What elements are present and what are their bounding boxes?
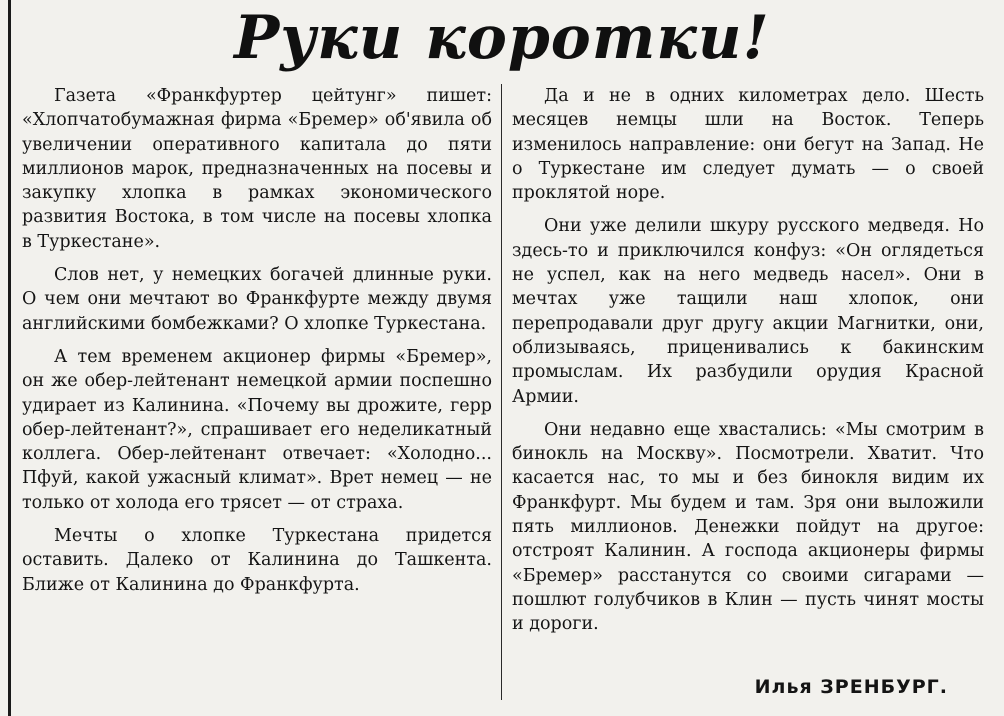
paragraph: Газета «Франкфуртер цейтунг» пишет: «Хлопчатобумажная фирма «Бремер» об'явила об увеличении оперативного капитала до пяти миллионов марок, предназначенных на посевы и закупку хлопка в рамках экономического развития Востока, в том числе на посевы хлопка в Туркестане».	[22, 86, 492, 252]
page-edge-rule	[8, 0, 11, 716]
paragraph: Мечты о хлопке Туркестана придется оставить. Далеко от Калинина до Ташкента. Ближе от Калинина до Франкфурта.	[22, 526, 492, 595]
left-column	[22, 84, 492, 597]
paragraph: Да и не в одних километрах дело. Шесть месяцев немцы шли на Восток. Теперь изменилось направление: они бегут на Запад. Не о Туркестане им следует думать — о своей проклятой норе.	[512, 86, 984, 204]
author-signature: Илья ЗРЕНБУРГ.	[754, 676, 948, 698]
paragraph: Они недавно еще хвастались: «Мы смотрим в бинокль на Москву». Посмотрели. Хватит. Что касается нас, то мы и без бинокля видим их Франкфурт. Мы будем и там. Зря они выложили пять миллионов. Денежки пойдут на другое: отстроят Калинин. А господа акционеры фирмы «Бремер» расстанутся со своими сигарами — пошлют голубчиков в Клин — пусть чинят мосты и дороги.	[512, 419, 984, 635]
paragraph: А тем временем акционер фирмы «Бремер», он же обер-лейтенант немецкой армии поспешно удирает из Калинина. «Почему вы дрожите, герр обер-лейтенант?», спрашивает его неделикатный коллега. Обер-лейтенант отвечает: «Холодно... Пфуй, какой ужасный климат». Врет немец — не только от холода его трясет — от страха.	[22, 346, 492, 513]
paragraph: Они уже делили шкуру русского медведя. Но здесь-то и приключился конфуз: «Он оглядеться не успел, как на него медведь насел». Они в мечтах уже тащили наш хлопок, они перепродавали друг другу акции Магнитки, они, облизываясь, приценивались к бакинским промыслам. Их разбудили орудия Красной Армии.	[512, 216, 984, 407]
article-title: Руки коротки!	[234, 3, 770, 73]
right-column	[512, 84, 984, 637]
column-divider	[501, 84, 502, 700]
paragraph: Слов нет, у немецких богачей длинные руки. О чем они мечтают во Франкфурте между двумя английскими бомбежками? О хлопке Туркестана.	[22, 265, 492, 334]
